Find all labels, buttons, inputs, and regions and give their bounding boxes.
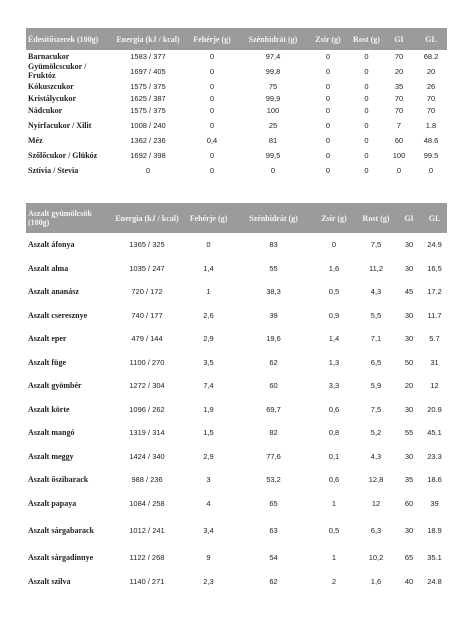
row-label: Sztívia / Stevia: [28, 165, 79, 175]
column-header: Aszalt gyümölcsök (100g): [26, 203, 112, 233]
table-cell: 62: [269, 357, 278, 367]
table-row: [26, 164, 447, 176]
table-cell: 55: [269, 263, 278, 273]
table-cell: 1,4: [328, 334, 340, 344]
table-cell: 25: [268, 120, 278, 130]
table-cell: 6,3: [370, 526, 382, 535]
table-cell: 5.7: [429, 334, 440, 344]
table-header-row: [26, 28, 447, 50]
column-header: Szénhidrát (g): [240, 28, 306, 50]
table-cell: 19,6: [266, 334, 281, 344]
table-cell: 45: [404, 287, 414, 297]
table-cell: 0,6: [328, 475, 340, 485]
row-label: Gyümölcscukor / Fruktóz: [28, 62, 87, 80]
row-label: Kristálycukor: [28, 93, 76, 103]
table-cell: 12: [430, 381, 439, 391]
column-header: Szénhidrát (g): [235, 203, 312, 233]
column-header: Energia (kJ / kcal): [112, 203, 182, 233]
table-row: [26, 327, 447, 351]
table-cell: 0: [364, 165, 369, 175]
column-header: GL: [415, 28, 447, 50]
table-cell: 5,2: [370, 428, 382, 438]
table-cell: 48.6: [423, 135, 439, 145]
table-cell: 70: [426, 105, 436, 115]
table-cell: 100: [392, 150, 406, 160]
table-cell: 0: [396, 165, 402, 175]
table-row: [26, 515, 447, 546]
table-cell: 1012 / 241: [129, 526, 165, 535]
table-cell: 97,4: [265, 51, 281, 61]
table-cell: 1365 / 325: [129, 240, 165, 250]
table-cell: 0: [325, 81, 331, 91]
table-cell: 23.3: [427, 451, 442, 461]
column-header: GL: [422, 203, 447, 233]
column-header: Rost (g): [356, 203, 396, 233]
column-header: Fehérje (g): [184, 28, 240, 50]
table-cell: 30: [404, 240, 414, 250]
row-label: Nyírfacukor / Xilit: [28, 120, 92, 130]
table-row: [26, 351, 447, 375]
table-cell: 30: [404, 451, 414, 461]
table-cell: 0: [209, 81, 215, 91]
table-cell: 70: [426, 93, 436, 103]
table-cell: 0: [364, 135, 369, 145]
table-cell: 2,3: [203, 576, 214, 586]
table-cell: 60: [394, 135, 404, 145]
table-row: [26, 304, 447, 328]
table-header-row: [26, 203, 447, 233]
table-cell: 0: [145, 165, 151, 175]
table-cell: 0,5: [328, 287, 340, 297]
table-cell: 4,3: [370, 451, 382, 461]
row-label: Aszalt sárgabarack: [28, 526, 94, 535]
table-cell: 0: [364, 150, 369, 160]
row-label: Aszalt alma: [28, 263, 69, 273]
table-cell: 1035 / 247: [129, 263, 165, 273]
table-cell: 3,5: [203, 357, 214, 367]
table-cell: 1575 / 375: [130, 81, 166, 91]
table-cell: 1575 / 375: [130, 105, 166, 115]
table-cell: 99,9: [265, 93, 281, 103]
row-label: Aszalt őszibarack: [28, 475, 89, 485]
table-cell: 1,6: [370, 576, 382, 586]
table-cell: 0: [206, 240, 211, 250]
table-cell: 69,7: [266, 404, 281, 414]
row-label: Aszalt füge: [28, 357, 66, 367]
table-cell: 45.1: [427, 428, 442, 438]
table-cell: 20.9: [427, 404, 442, 414]
table-cell: 0: [325, 165, 331, 175]
row-label: Aszalt áfonya: [28, 240, 75, 250]
table-cell: 50: [404, 357, 414, 367]
table-cell: 1,5: [203, 428, 214, 438]
table-row: [26, 134, 447, 146]
table-cell: 100: [266, 105, 280, 115]
table-cell: 30: [404, 526, 414, 535]
column-header: Édesítőszerek (100g): [26, 28, 112, 50]
table-cell: 65: [404, 553, 414, 563]
table-cell: 0: [364, 66, 369, 76]
table-row: [26, 546, 447, 570]
table-cell: 30: [404, 310, 414, 320]
table-row: [26, 445, 447, 469]
table-row: [26, 492, 447, 516]
table-cell: 1: [206, 287, 211, 297]
table-cell: 1084 / 258: [129, 498, 165, 508]
table-cell: 1,3: [328, 357, 340, 367]
table-cell: 53,2: [266, 475, 281, 485]
table-cell: 17.2: [427, 287, 442, 297]
table-cell: 24.9: [427, 240, 442, 250]
row-label: Szőlőcukor / Glükóz: [28, 150, 98, 160]
column-header: Fehérje (g): [182, 203, 235, 233]
table-cell: 81: [268, 135, 278, 145]
table-cell: 740 / 177: [131, 310, 163, 320]
table-row: [26, 233, 447, 257]
column-header: Zsír (g): [312, 203, 356, 233]
table-row: [26, 92, 447, 104]
table-cell: 20: [394, 66, 404, 76]
table-cell: 12: [371, 498, 381, 508]
row-label: Aszalt sárgadinnye: [28, 553, 94, 563]
table-cell: 1: [331, 498, 337, 508]
table-row: [26, 570, 447, 594]
table-cell: 38,3: [266, 287, 281, 297]
table-cell: 10,2: [368, 553, 384, 563]
table-cell: 3,3: [328, 381, 340, 391]
row-label: Méz: [28, 135, 43, 145]
table-cell: 40: [404, 576, 414, 586]
table-cell: 9: [206, 553, 211, 563]
table-cell: 35: [404, 475, 414, 485]
table-row: [26, 280, 447, 304]
table-cell: 0: [325, 120, 331, 130]
column-header: GI: [383, 28, 415, 50]
table-cell: 31: [430, 357, 439, 367]
column-header: Rost (g): [350, 28, 383, 50]
row-label: Kókuszcukor: [28, 81, 74, 91]
table-cell: 77,6: [266, 451, 281, 461]
row-label: Aszalt papaya: [28, 498, 77, 508]
table-cell: 1272 / 304: [129, 381, 165, 391]
table-cell: 16,5: [427, 263, 442, 273]
table-cell: 0: [209, 105, 215, 115]
table-cell: 0: [325, 66, 331, 76]
table-cell: 0: [209, 150, 215, 160]
table-cell: 6,5: [370, 357, 382, 367]
table-cell: 62: [269, 576, 278, 586]
table-cell: 39: [269, 310, 278, 320]
row-label: Aszalt eper: [28, 334, 67, 344]
table-cell: 1,6: [328, 263, 340, 273]
row-label: Aszalt körte: [28, 404, 70, 414]
table-cell: 7: [396, 120, 402, 130]
table-cell: 0: [428, 165, 434, 175]
table-row: [26, 421, 447, 445]
row-label: Aszalt mangó: [28, 428, 75, 438]
table-cell: 0: [209, 120, 215, 130]
table-cell: 988 / 236: [131, 475, 163, 485]
table-cell: 1.8: [425, 120, 437, 130]
table-cell: 0: [209, 93, 215, 103]
table-cell: 0,8: [328, 428, 340, 438]
table-cell: 1,4: [203, 263, 214, 273]
table-cell: 83: [269, 240, 278, 250]
table-cell: 7,5: [370, 404, 382, 414]
table-cell: 5,9: [370, 381, 382, 391]
table-cell: 7,5: [370, 240, 382, 250]
table-cell: 2,9: [203, 451, 214, 461]
table-cell: 0: [270, 165, 276, 175]
table-cell: 0: [364, 93, 369, 103]
table-cell: 0: [325, 51, 331, 61]
table-cell: 99,8: [265, 66, 281, 76]
table-cell: 1319 / 314: [129, 428, 165, 438]
row-label: Aszalt gyömbér: [28, 381, 82, 391]
table-cell: 18.9: [427, 526, 442, 535]
table-cell: 70: [394, 93, 404, 103]
table-cell: 4,3: [370, 287, 382, 297]
table-cell: 0: [209, 165, 215, 175]
table-cell: 1: [331, 553, 337, 563]
table-cell: 2,9: [203, 334, 214, 344]
table-cell: 1008 / 240: [130, 120, 166, 130]
table-cell: 1697 / 405: [130, 66, 166, 76]
table-cell: 54: [269, 553, 278, 563]
table-cell: 0: [209, 51, 215, 61]
table-cell: 60: [269, 381, 278, 391]
table-cell: 0: [325, 93, 331, 103]
table-row: [26, 104, 447, 116]
table-cell: 1424 / 340: [129, 451, 165, 461]
table-cell: 1,9: [203, 404, 214, 414]
table-cell: 2: [331, 576, 337, 586]
table-cell: 0,1: [328, 451, 340, 461]
column-header: Zsír (g): [306, 28, 350, 50]
table-row: [26, 374, 447, 398]
table-cell: 35.1: [427, 553, 442, 563]
table-row: [26, 257, 447, 281]
table-cell: 12,8: [368, 475, 384, 485]
table-cell: 4: [206, 498, 211, 508]
table-cell: 7,1: [370, 334, 382, 344]
sweeteners-table: [26, 28, 447, 176]
table-cell: 70: [394, 51, 404, 61]
table-cell: 11,2: [368, 263, 384, 273]
table-cell: 26: [426, 81, 436, 91]
table-row: [26, 50, 447, 62]
table-cell: 1362 / 236: [130, 135, 166, 145]
row-label: Aszalt meggy: [28, 451, 74, 461]
table-cell: 65: [269, 498, 278, 508]
table-cell: 99.5: [423, 150, 439, 160]
table-cell: 0: [364, 105, 369, 115]
table-cell: 20: [404, 381, 414, 391]
dried-fruits-table: [26, 203, 447, 593]
table-cell: 30: [404, 263, 414, 273]
row-label: Aszalt szilva: [28, 576, 71, 586]
table-cell: 0,4: [206, 135, 218, 145]
table-cell: 0: [364, 51, 369, 61]
table-cell: 30: [404, 404, 414, 414]
table-cell: 20: [426, 66, 436, 76]
table-cell: 99,5: [265, 150, 281, 160]
table-cell: 55: [404, 428, 414, 438]
table-row: [26, 468, 447, 492]
table-cell: 5,5: [370, 310, 382, 320]
table-row: [26, 146, 447, 164]
table-cell: 1625 / 387: [130, 93, 166, 103]
table-cell: 75: [268, 81, 278, 91]
table-cell: 0: [325, 105, 331, 115]
row-label: Aszalt cseresznye: [28, 310, 88, 320]
table-cell: 63: [269, 526, 278, 535]
table-cell: 0: [364, 81, 369, 91]
table-cell: 720 / 172: [131, 287, 163, 297]
table-cell: 0: [209, 66, 215, 76]
table-cell: 3: [206, 475, 211, 485]
table-cell: 3,4: [203, 526, 214, 535]
table-cell: 1100 / 270: [129, 357, 165, 367]
table-cell: 0,9: [328, 310, 340, 320]
table-cell: 0,5: [328, 526, 340, 535]
table-cell: 7,4: [203, 381, 214, 391]
row-label: Aszalt ananász: [28, 287, 79, 297]
column-header: GI: [396, 203, 422, 233]
table-row: [26, 80, 447, 92]
table-cell: 1583 / 377: [130, 51, 166, 61]
table-cell: 479 / 144: [131, 334, 163, 344]
table-cell: 18.6: [427, 475, 442, 485]
table-cell: 0,6: [328, 404, 340, 414]
table-cell: 0: [331, 240, 337, 250]
table-row: [26, 116, 447, 134]
table-cell: 11.7: [427, 310, 442, 320]
table-cell: 70: [394, 105, 404, 115]
table-row: [26, 398, 447, 422]
table-cell: 0: [325, 150, 331, 160]
table-cell: 39: [430, 498, 439, 508]
table-cell: 1122 / 268: [129, 553, 165, 563]
row-label: Nádcukor: [28, 105, 63, 115]
table-cell: 60: [404, 498, 414, 508]
table-cell: 2,6: [203, 310, 214, 320]
table-cell: 35: [394, 81, 404, 91]
table-cell: 1096 / 262: [129, 404, 165, 414]
table-cell: 1692 / 398: [130, 150, 166, 160]
table-cell: 0: [364, 120, 369, 130]
column-header: Energia (kJ / kcal): [112, 28, 184, 50]
table-cell: 1140 / 271: [129, 576, 165, 586]
table-row: [26, 62, 447, 80]
row-label: Barnacukor: [28, 51, 70, 61]
table-cell: 24.8: [427, 576, 442, 586]
table-cell: 68.2: [423, 51, 439, 61]
table-cell: 0: [325, 135, 331, 145]
table-cell: 82: [269, 428, 278, 438]
table-cell: 30: [404, 334, 414, 344]
